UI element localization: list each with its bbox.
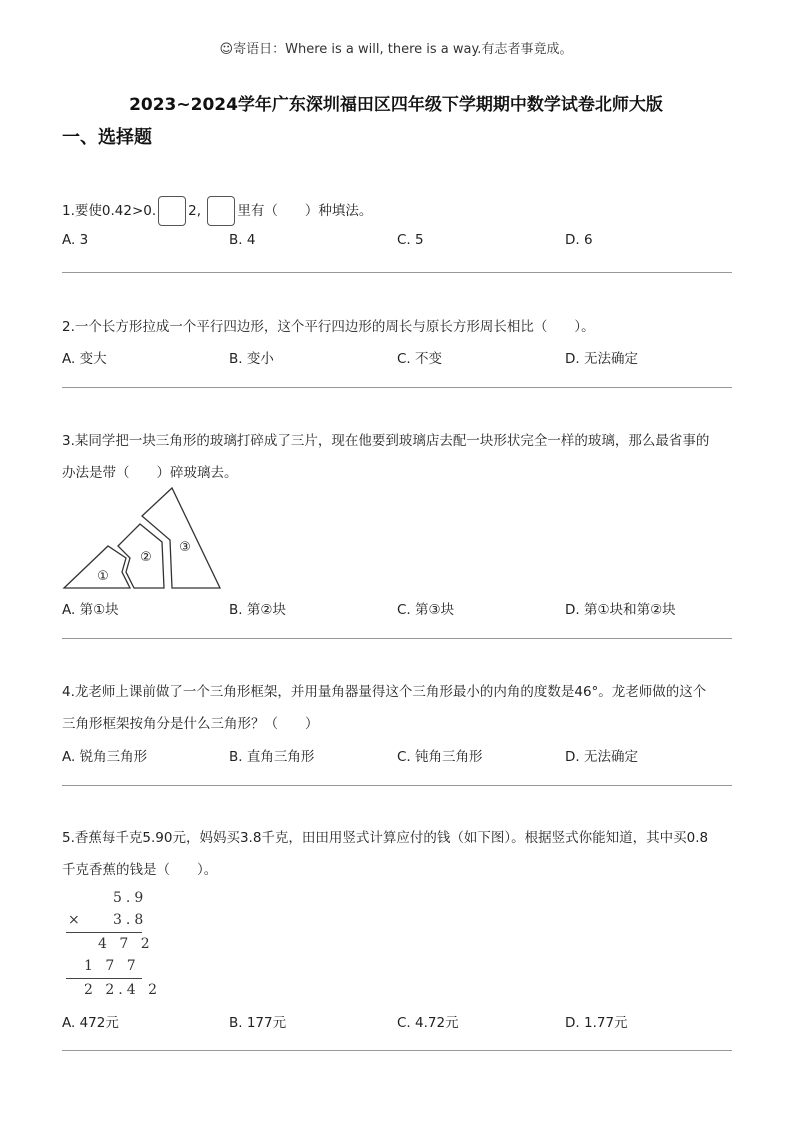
motto: ☺寄语日：Where is a will, there is a way.有志者事竟成。 (219, 42, 573, 57)
divider (62, 785, 732, 786)
option-b: B. 变小 (229, 351, 274, 367)
option-a: A. 锐角三角形 (62, 749, 148, 765)
broken-triangle-figure (60, 484, 225, 592)
blank-box (207, 196, 235, 226)
option-d: D. 1.77元 (565, 1015, 628, 1031)
option-a: A. 第①块 (62, 602, 119, 618)
question-4-stem-line2: 三角形框架按角分是什么三角形？（ ） (62, 716, 319, 732)
question-3-stem-line1: 3.某同学把一块三角形的玻璃打碎成了三片，现在他要到玻璃店去配一块形状完全一样的玻璃，那么最省事的 (62, 433, 710, 449)
option-b: B. 第②块 (229, 602, 286, 618)
question-5-stem-line1: 5.香蕉每千克5.90元，妈妈买3.8千克，田田用竖式计算应付的钱（如下图）。根据竖式你能知道，其中买0.8 (62, 830, 709, 846)
divider (62, 387, 732, 388)
option-c: C. 5 (397, 232, 424, 248)
option-d: D. 无法确定 (565, 351, 638, 367)
multiplicand: 5.9 (113, 890, 148, 906)
question-2-stem: 2.一个长方形拉成一个平行四边形，这个平行四边形的周长与原长方形周长相比（ ）。 (62, 319, 595, 335)
option-c: C. 4.72元 (397, 1015, 459, 1031)
piece-label-1: ① (97, 569, 109, 584)
option-d: D. 6 (565, 232, 593, 248)
option-c: C. 钝角三角形 (397, 749, 483, 765)
page-title: 2023~2024学年广东深圳福田区四年级下学期期中数学试卷北师大版 (129, 95, 663, 115)
question-1-stem-part-b: 2, (188, 203, 202, 219)
option-c: C. 不变 (397, 351, 443, 367)
question-1-stem-part-a: 1.要使0.42>0. (62, 203, 157, 219)
divider (62, 638, 732, 639)
final-product: 2 2.4 2 (84, 982, 161, 998)
partial-product-1: 4 7 2 (98, 936, 154, 952)
sum-line (66, 978, 142, 979)
piece-label-3: ③ (179, 540, 191, 555)
option-b: B. 直角三角形 (229, 749, 315, 765)
divider (62, 1050, 732, 1051)
option-d: D. 无法确定 (565, 749, 638, 765)
divider (62, 272, 732, 273)
option-a: A. 变大 (62, 351, 107, 367)
question-1-stem (62, 196, 372, 226)
question-1-stem-part-c: 里有（ ）种填法。 (237, 203, 373, 219)
option-b: B. 4 (229, 232, 256, 248)
option-c: C. 第③块 (397, 602, 455, 618)
product-line (66, 932, 142, 933)
piece-label-2: ② (140, 550, 152, 565)
option-d: D. 第①块和第②块 (565, 602, 676, 618)
question-4-stem-line1: 4.龙老师上课前做了一个三角形框架，并用量角器量得这个三角形最小的内角的度数是46°。龙老师做的这个 (62, 684, 707, 700)
option-a: A. 472元 (62, 1015, 119, 1031)
partial-product-2: 1 7 7 (84, 958, 140, 974)
question-3-stem-line2: 办法是带（ ）碎玻璃去。 (62, 465, 238, 481)
multiplier: 3.8 (113, 912, 148, 928)
question-5-stem-line2: 千克香蕉的钱是（ ）。 (62, 862, 218, 878)
option-b: B. 177元 (229, 1015, 287, 1031)
blank-box (158, 196, 186, 226)
option-a: A. 3 (62, 232, 89, 248)
section-heading: 一、选择题 (62, 127, 152, 148)
times-sign: × (68, 912, 84, 928)
